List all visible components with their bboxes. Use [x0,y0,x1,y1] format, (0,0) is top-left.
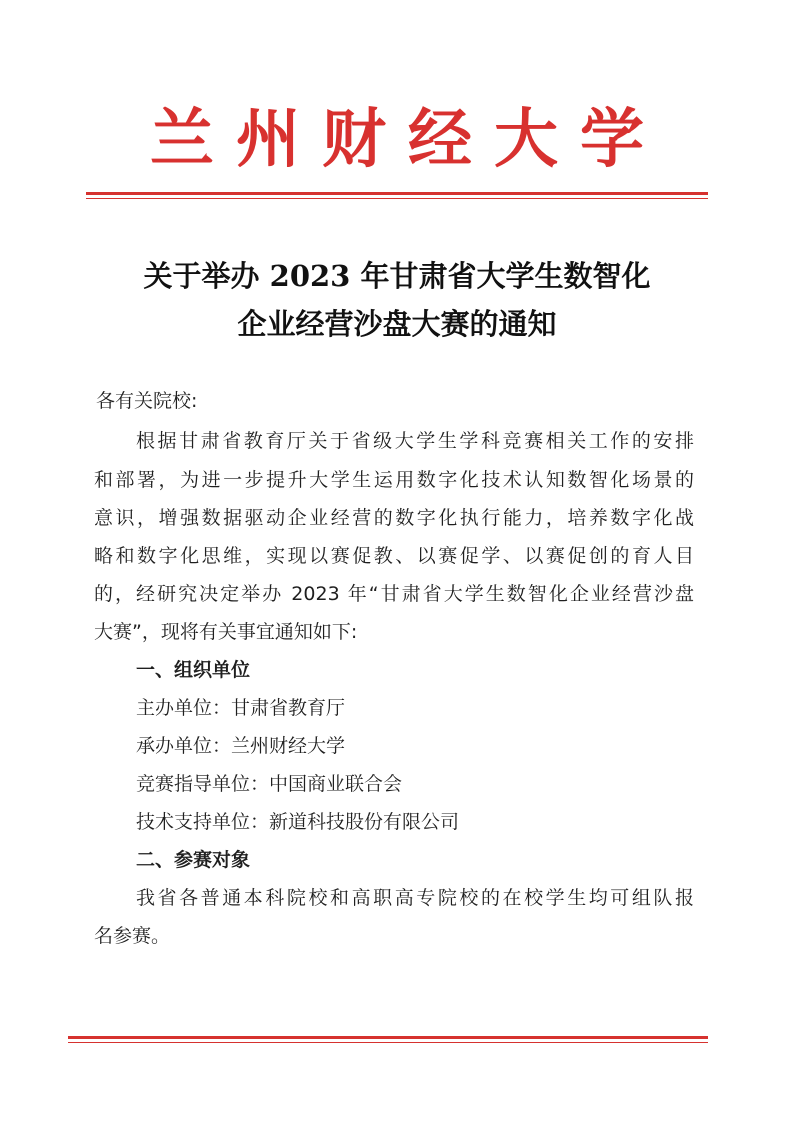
section-1-item-host: 主办单位：甘肃省教育厅 [136,697,346,719]
paragraph-1-line-3: 意识，增强数据驱动企业经营的数字化执行能力，培养数字化战 [94,507,694,529]
section-2-heading: 二、参赛对象 [136,849,251,871]
section-2-line-2: 名参赛。 [94,925,171,947]
paragraph-1-line-6: 大赛”，现将有关事宜通知如下: [94,621,358,643]
section-2-line-1: 我省各普通本科院校和高职高专院校的在校学生均可组队报 [136,887,694,909]
masthead-rule-thin [86,198,708,199]
paragraph-1-line-5: 的，经研究决定举办 2023 年“甘肃省大学生数智化企业经营沙盘 [94,583,694,605]
section-1-item-tech-support: 技术支持单位：新道科技股份有限公司 [136,811,460,833]
paragraph-1-line-2: 和部署，为进一步提升大学生运用数字化技术认知数智化场景的 [94,469,694,491]
paragraph-1-line-1: 根据甘肃省教育厅关于省级大学生学科竞赛相关工作的安排 [136,430,694,452]
masthead-university-name: 兰州财经大学 [150,102,666,177]
notice-title-line-1: 关于举办 2023 年甘肃省大学生数智化 [143,259,651,293]
section-1-heading: 一、组织单位 [136,659,251,681]
salutation: 各有关院校: [96,390,198,412]
footer-rule-thick [68,1036,708,1039]
paragraph-1-line-4: 略和数字化思维，实现以赛促教、以赛促学、以赛促创的育人目 [94,545,694,567]
section-1-item-organizer: 承办单位：兰州财经大学 [136,735,346,757]
footer-rule-thin [68,1042,708,1043]
notice-title-line-2: 企业经营沙盘大赛的通知 [237,307,557,341]
masthead-rule-thick [86,192,708,195]
section-1-item-guidance: 竞赛指导单位：中国商业联合会 [136,773,403,795]
